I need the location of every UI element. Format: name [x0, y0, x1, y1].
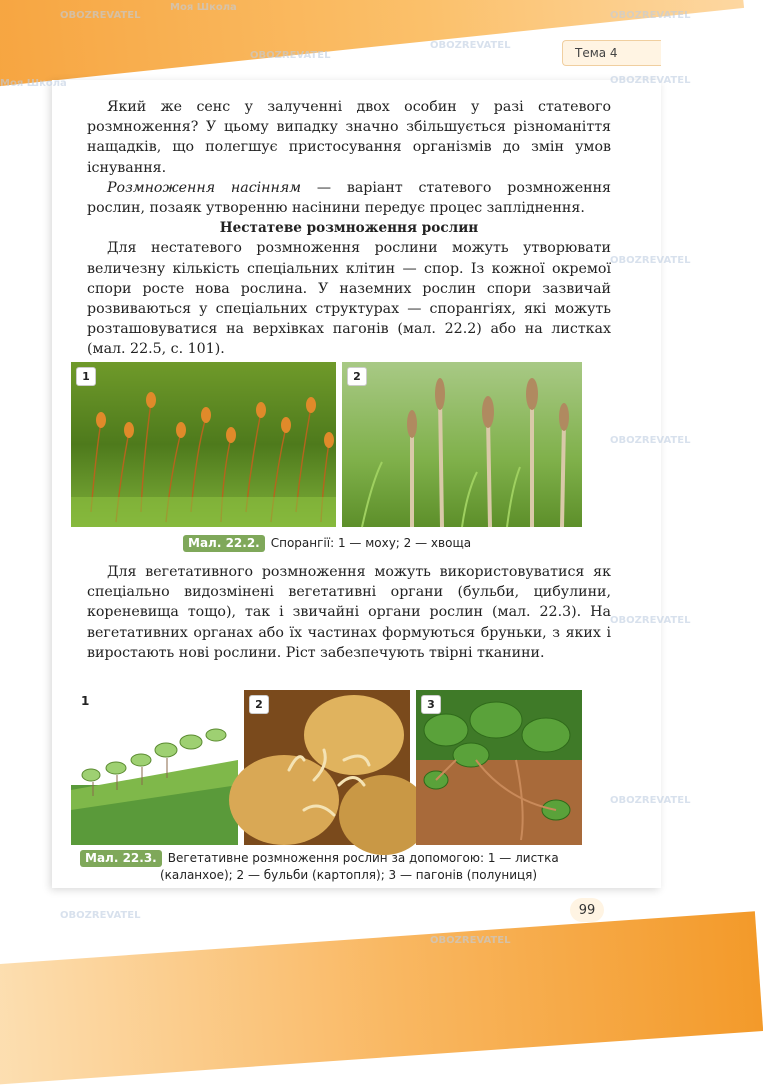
photo-horsetail-sporangia	[342, 362, 582, 527]
horsetail-illustration	[342, 362, 582, 527]
photo-potato-tuber	[244, 690, 410, 845]
text-block-upper	[87, 97, 611, 360]
watermark: OBOZREVATEL	[430, 935, 511, 946]
photo-number-badge: 3	[421, 695, 441, 714]
caption-line1: Вегетативне розмноження рослин за допомогою: 1 — листка	[167, 851, 559, 865]
watermark: OBOZREVATEL	[430, 40, 511, 51]
watermark: OBOZREVATEL	[610, 75, 691, 86]
text-block-lower	[87, 562, 611, 663]
figure-caption-22-3	[80, 850, 600, 884]
term-seed-reproduction: Розмноження насінням	[107, 179, 302, 196]
caption-text: Спорангії: 1 — моху; 2 — хвоща	[270, 536, 472, 550]
bottom-decor-band	[0, 889, 661, 969]
caption-line2: (каланхое); 2 — бульби (картопля); 3 — пагонів (полуниця)	[160, 868, 538, 882]
definition-seed-reproduction: — варіант статевого розмноження рослин, позаяк утворенню насінини передує процес запліднення.	[87, 179, 611, 217]
watermark: OBOZREVATEL	[60, 10, 141, 21]
watermark: Моя Школа	[170, 2, 237, 13]
watermark: OBOZREVATEL	[610, 255, 691, 266]
watermark: OBOZREVATEL	[610, 795, 691, 806]
photo-number: 1	[81, 694, 90, 708]
theme-tab: Тема 4	[562, 40, 661, 66]
watermark: OBOZREVATEL	[250, 50, 331, 61]
photo-number-badge: 2	[249, 695, 269, 714]
paragraph-sexual-reproduction: Який же сенс у залученні двох особин у разі статевого розмноження? У цьому випадку значно збільшується різноманіття нащадків, що полегшує пристосування організмів до змін умов існування.	[87, 99, 611, 176]
photo-number-badge: 2	[347, 367, 367, 386]
kalanchoe-illustration	[71, 690, 238, 845]
section-heading: Нестатеве розмноження рослин	[219, 220, 479, 237]
paragraph-seed-reproduction	[87, 178, 611, 218]
moss-illustration	[71, 362, 336, 527]
photo-number-badge: 1	[76, 367, 96, 386]
potato-illustration	[244, 690, 410, 845]
photo-strawberry-runners	[416, 690, 582, 845]
watermark: Моя Школа	[0, 78, 67, 89]
figure-label: Мал. 22.2.	[183, 535, 265, 552]
strawberry-illustration	[416, 690, 582, 845]
paragraph-vegetative: Для вегетативного розмноження можуть використовуватися як спеціально видозмінені вегетативні органи (бульби, цибулини, кореневища тощо), так і звичайні органи рослин (мал. 22.3). На вегетативних органах або їх частинах формуються бруньки, з яких і виростають нові рослини. Ріст забезпечують твірні тканини.	[87, 564, 611, 661]
figure-label: Мал. 22.3.	[80, 850, 162, 867]
watermark: OBOZREVATEL	[610, 615, 691, 626]
paragraph-spores: Для нестатевого розмноження рослини можуть утворювати величезну кількість спеціальних клітин — спор. Із кожної окремої спори росте нова рослина. У наземних рослин спори зазвичай розвиваються у спеціальних структурах — спорангіях, які можуть розташовуватися на верхівках пагонів (мал. 22.2) або на листках (мал. 22.5, с. 101).	[87, 240, 611, 358]
page-number: 99	[570, 898, 604, 922]
watermark: OBOZREVATEL	[610, 435, 691, 446]
figure-caption-22-2	[183, 535, 471, 552]
photo-moss-sporangia	[71, 362, 336, 527]
photo-kalanchoe-leaf	[71, 690, 238, 845]
watermark: OBOZREVATEL	[610, 10, 691, 21]
watermark: OBOZREVATEL	[60, 910, 141, 921]
